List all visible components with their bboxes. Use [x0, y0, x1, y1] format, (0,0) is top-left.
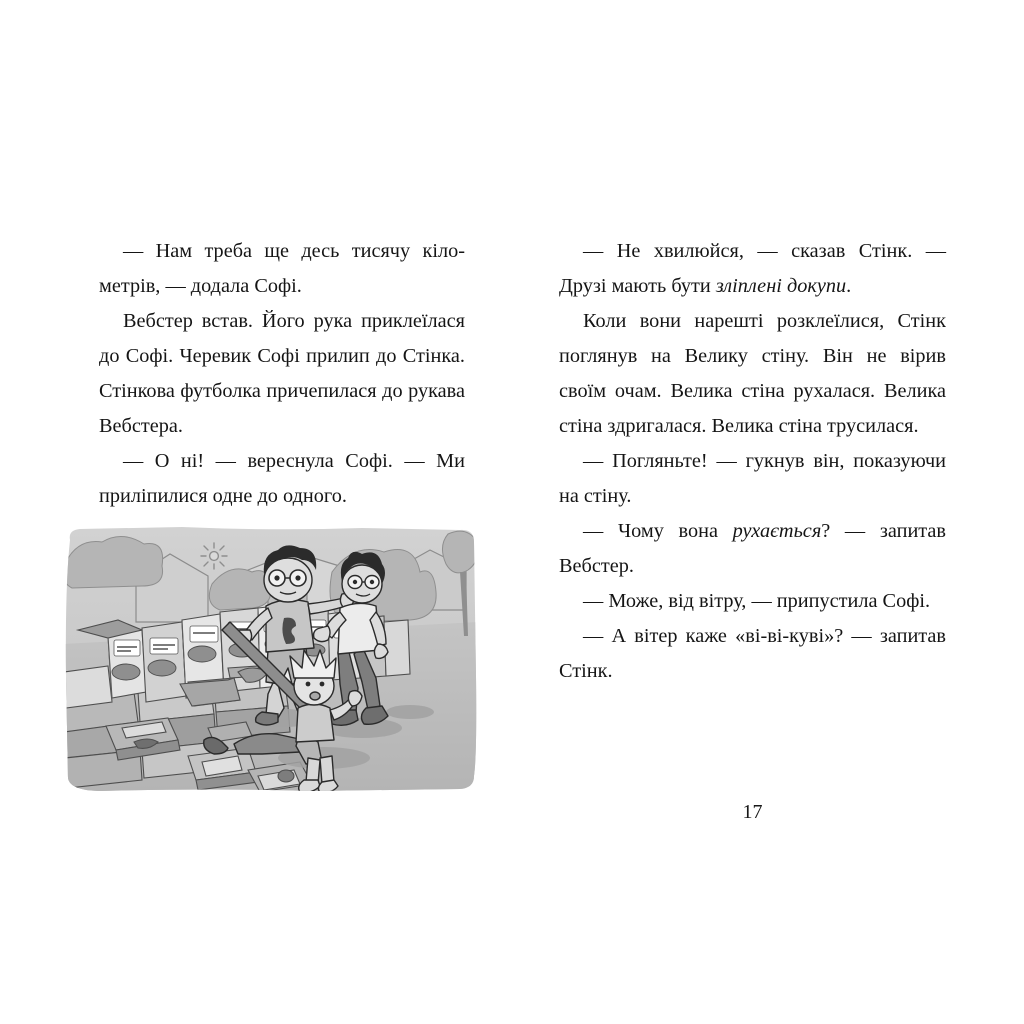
- page-number: 17: [742, 801, 763, 823]
- text-column-left: [99, 234, 465, 514]
- body-text: — Нам треба ще десь тисячу кілометрів, — додала Софі.: [99, 240, 465, 297]
- right-column-paragraph: [559, 514, 946, 584]
- chapter-illustration: [62, 526, 479, 793]
- right-column-paragraph: [559, 304, 946, 444]
- right-column-paragraph: [559, 619, 946, 689]
- body-text: ? — запитав Вебстер.: [559, 520, 946, 577]
- text-column-right: [559, 234, 946, 689]
- body-text: Коли вони нарешті розклеїлися, Стінк поглянув на Велику стіну. Він не вірив своїм очам. Велика стіна рухалася. Велика стіна здригалася. Велика стіна трусилася.: [559, 310, 946, 437]
- sun-icon: [201, 543, 227, 569]
- left-column-paragraph: [99, 444, 465, 514]
- body-text: Вебстер встав. Його рука приклеїлася до Софі. Черевик Софі прилип до Стінка. Стінкова футболка причепилася до рукава Вебстера.: [99, 310, 465, 437]
- right-column-paragraph: [559, 444, 946, 514]
- body-text: — А вітер каже «ві-ві-куві»? — запитав Стінк.: [559, 625, 946, 682]
- right-column-paragraph: [559, 234, 946, 304]
- body-text: — Чому вона: [583, 520, 733, 542]
- right-column-paragraph: [559, 584, 946, 619]
- body-text: — Не хвилюйся, — сказав Стінк. — Друзі мають бути: [559, 240, 946, 297]
- body-text: — Погляньте! — гукнув він, показуючи на стіну.: [559, 450, 946, 507]
- emphasis-text: рухається: [732, 520, 822, 542]
- left-column-paragraph: [99, 304, 465, 444]
- body-text: — О ні! — вереснула Софі. — Ми приліпилися одне до одного.: [99, 450, 465, 507]
- body-text: .: [846, 275, 852, 297]
- body-text: — Може, від вітру, — припустила Софі.: [583, 590, 931, 612]
- illustration-artwork: [62, 526, 479, 793]
- left-column-paragraph: [99, 234, 465, 304]
- emphasis-text: зліплені докупи: [715, 275, 847, 297]
